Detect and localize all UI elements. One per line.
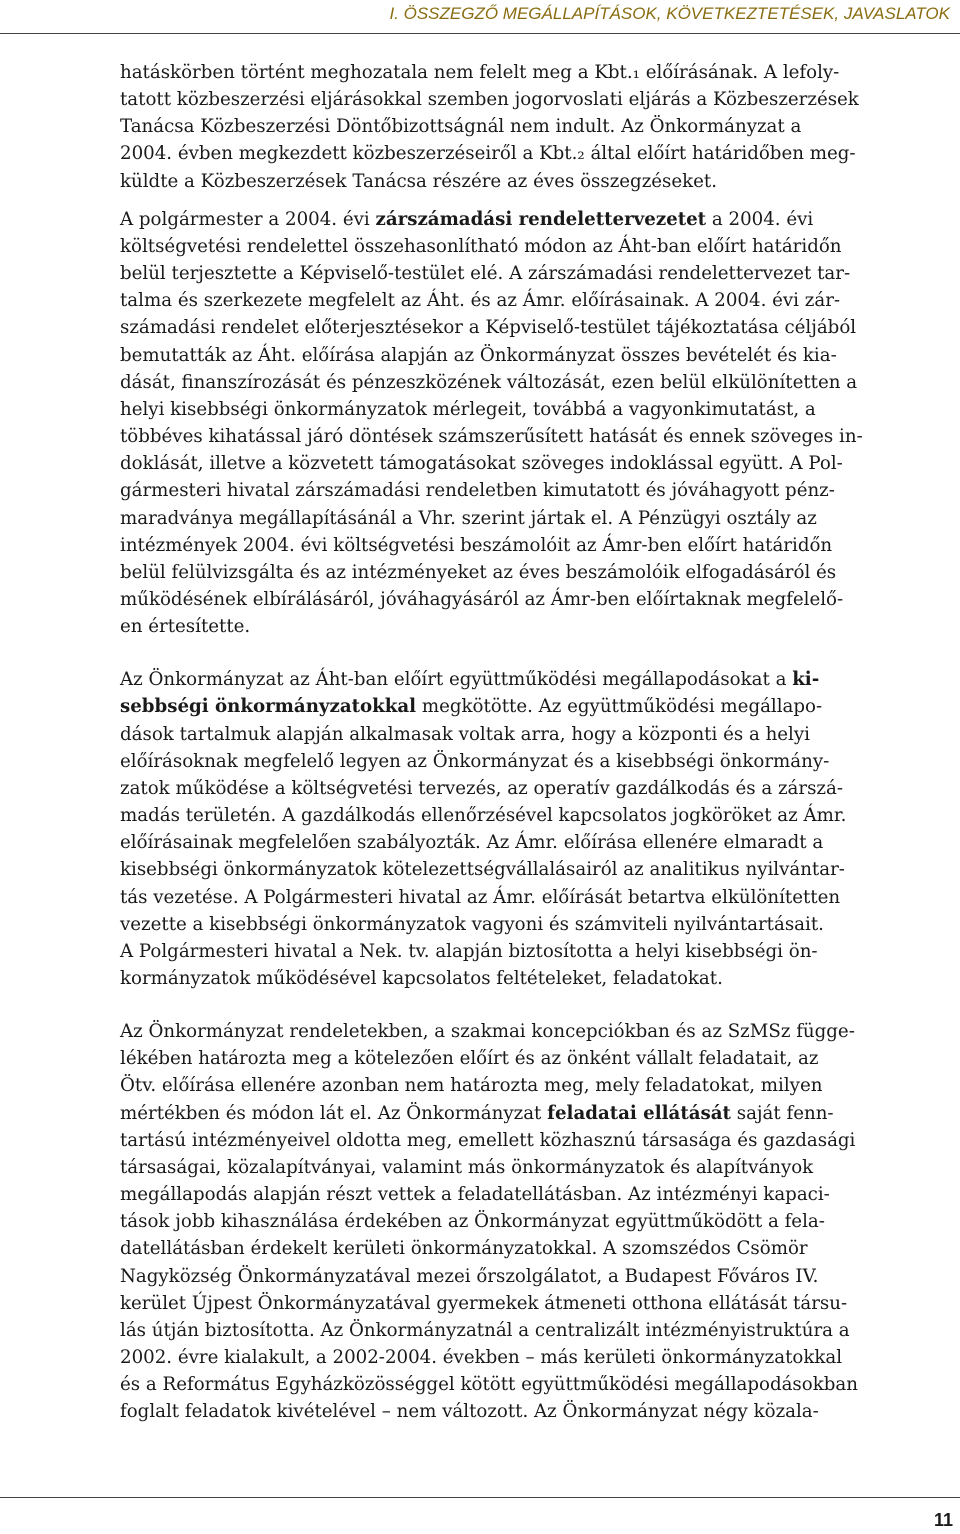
paragraph-text: megkötötte. Az együttműködési megállapo- dások tartalmuk alapján alkalmasak voltak arra, hogy a központi és a helyi előírásoknak megfelelő legyen az Önkormányzat és a kisebbségi önkormány- zatok működése a költségvetési tervezés, az operatív gazdálkodás és a zárszá- madás területén. A gazdálkodás ellenőrzésével kapcsolatos jogköröket az Ámr. előírásainak megfelelően szabályozták. Az Ámr. előírása ellenére elmaradt a kisebbségi önkormányzatok kötelezettségvállalásairól az analitikus nyilvántar- tás vezetése. A Polgármesteri hivatal az Ámr. előírását betartva elkülönítetten vezette a kisebbségi önkormányzatok vagyoni és számviteli nyilvántartásait. A Polgármesteri hivatal a Nek. tv. alapján biztosította a helyi kisebbségi ön- kormányzatok működésével kapcsolatos feltételeket, feladatokat. (120, 696, 847, 989)
paragraph-gap (120, 640, 953, 666)
emphasis-final-accounts: zárszámadási rendelettervezetet (375, 208, 707, 230)
paragraph-text: A polgármester a 2004. évi (120, 208, 376, 230)
paragraph-text: saját fenn- tartású intézményeivel oldotta meg, emellett közhasznú társasága és gazdasági társaságai, közalapítványai, valamint más önkormányzatok és alapítványok megállapodás alapján részt vettek a feladatellátásban. Az intézményi kapaci- tások jobb kihasználása érdekében az Önkormányzat együttműködött a fela- datellátásban érdekelt kerületi önkormányzatokkal. A szomszédos Csömör Nagyközség Önkormányzatával mezei őrszolgálatot, a Budapest Főváros IV. kerület Újpest Önkormányzatával gyermekek átmeneti otthona ellátását társu- lás útján biztosította. Az Önkormányzatnál a centralizált intézményistruktúra a 2002. évre kialakult, a 2002-2004. években – más kerületi önkormányzatokkal és a Református Egyházközösséggel kötött együttműködési megállapodásokban foglalt feladatok kivételével – nem változott. Az Önkormányzat négy közala- (120, 1102, 858, 1423)
paragraph-final-accounts (120, 206, 953, 641)
paragraph-tasks (120, 1018, 953, 1425)
footer-rule (0, 1497, 960, 1498)
emphasis-tasks: feladatai ellátását (547, 1102, 731, 1124)
page-number: 11 (933, 1510, 953, 1530)
paragraph-gap (120, 992, 953, 1018)
paragraph-text: Az Önkormányzat rendeletekben, a szakmai koncepciókban és az SzMSz függe- lékében határozta meg a kötelezően előírt és az önként vállalt feladatait, az Ötv. előírása ellenére azonban nem határozta meg, mely feladatokat, milyen mértékben és módon lát el. Az Önkormányzat (120, 1021, 855, 1124)
header-rule (0, 33, 960, 34)
paragraph-text: Az Önkormányzat az Áht-ban előírt együttműködési megállapodásokat a (120, 669, 793, 691)
paragraph-gap (120, 195, 953, 206)
paragraph-procurement: hatáskörben történt meghozatala nem felelt meg a Kbt.₁ előírásának. A lefoly- tatott közbeszerzési eljárásokkal szemben jogorvoslati eljárás a Közbeszerzések Tanácsa Közbeszerzési Döntőbizottságnál nem indult. Az Önkormányzat a 2004. évben megkezdett közbeszerzéseiről a Kbt.₂ által előírt határidőben meg- küldte a Közbeszerzések Tanácsa részére az éves összegzéseket. (120, 62, 859, 192)
paragraph-minority-governments (120, 666, 953, 992)
emphasis-minority-governments: ki- sebbségi önkormányzatokkal (120, 669, 820, 718)
page-body (120, 59, 953, 1426)
header-title: I. ÖSSZEGZŐ MEGÁLLAPÍTÁSOK, KÖVETKEZTETÉSEK, JAVASLATOK (389, 4, 950, 23)
paragraph-text: a 2004. évi költségvetési rendelettel összehasonlítható módon az Áht-ban előírt határidőn belül terjesztette a Képviselő-testület elé. A zárszámadási rendelettervezet tar- talma és szerkezete megfelelt az Áht. és az Ámr. előírásainak. A 2004. évi zár- számadási rendelet előterjesztésekor a Képviselő-testület tájékoztatása céljából bemutatták az Áht. előírása alapján az Önkormányzat összes bevételét és kia- dását, finanszírozását és pénzeszközének változását, ezen belül elkülönítetten a helyi kisebbségi önkormányzatok mérlegeit, továbbá a vagyonkimutatást, a többéves kihatással járó döntések számszerűsített hatását és ennek szöveges in- doklását, illetve a közvetett támogatásokat szöveges indoklással együtt. A Pol- gármesteri hivatal zárszámadási rendeletben kimutatott és jóváhagyott pénz- maradványa megállapításánál a Vhr. szerint jártak el. A Pénzügyi osztály az intézmények 2004. évi költségvetési beszámolóit az Ámr-ben előírt határidőn belül felülvizsgálta és az intézményeket az éves beszámolóik elfogadásáról és működésének elbírálásáról, jóváhagyásáról az Ámr-ben előírtaknak megfelelő- en értesítette. (120, 208, 863, 638)
page-header (0, 0, 960, 40)
